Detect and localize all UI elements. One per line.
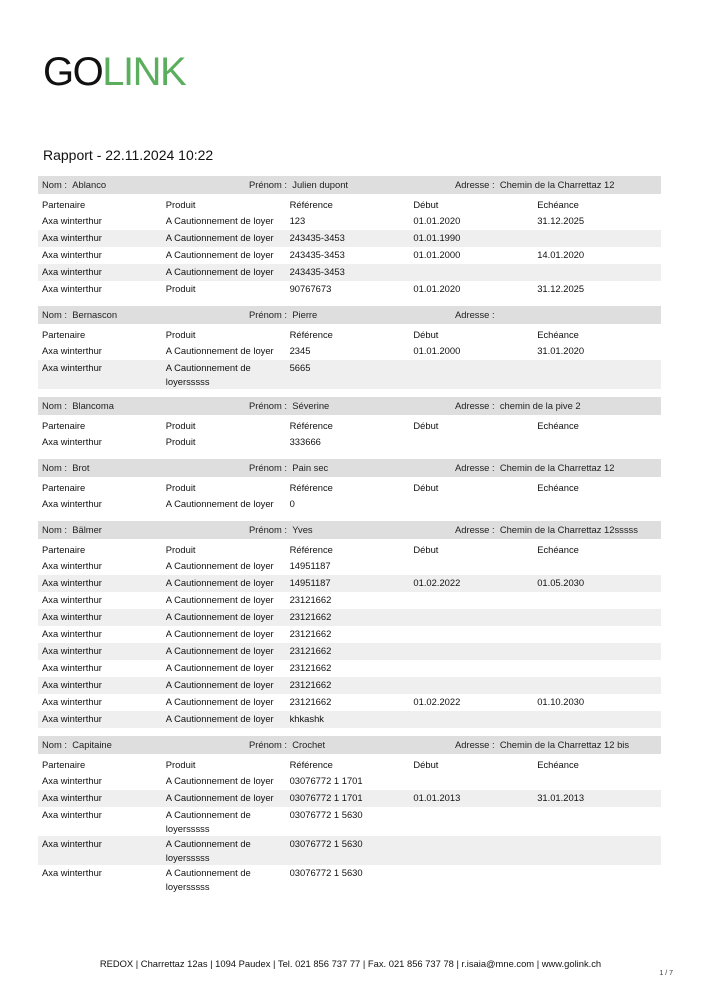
table-row (38, 281, 661, 298)
table-cell: 01.05.2030 (537, 577, 585, 588)
table-cell (533, 837, 661, 865)
column-header: Produit (165, 544, 196, 555)
table-cell: A Cautionnement de loyer (165, 792, 274, 803)
table-cell: Axa winterthur (42, 611, 102, 622)
table-cell: A Cautionnement de loyer (165, 594, 274, 605)
table-cell: Axa winterthur (42, 662, 102, 673)
client-prenom-value: Pierre (292, 309, 318, 320)
table-cell: Axa winterthur (42, 775, 102, 786)
column-header: Echéance (537, 759, 579, 770)
client-adresse-value: Chemin de la Charrettaz 12 bis (499, 739, 630, 750)
table-cell: Axa winterthur (42, 215, 102, 226)
client-nom (42, 736, 112, 754)
table-cell: A Cautionnement de loyer (165, 345, 274, 356)
client-adresse (455, 521, 638, 539)
table-cell: 14.01.2020 (537, 249, 585, 260)
column-header: Partenaire (42, 759, 86, 770)
table-cell: Produit (165, 283, 196, 294)
table-row (38, 213, 661, 230)
table-row (38, 264, 661, 281)
table-cell: 243435-3453 (289, 266, 345, 277)
table-cell: Axa winterthur (42, 792, 102, 803)
column-headers (38, 756, 661, 773)
table-cell (409, 559, 533, 575)
table-cell (409, 661, 533, 677)
table-cell: A Cautionnement de loyersssss (165, 867, 251, 892)
table-cell: 243435-3453 (289, 232, 345, 243)
table-cell: A Cautionnement de loyersssss (165, 809, 251, 834)
table-row (38, 592, 661, 609)
client-adresse (455, 736, 629, 754)
client-nom-value: Blancoma (72, 400, 114, 411)
client-prenom-value: Julien dupont (292, 179, 349, 190)
client-prenom-label: Prénom : (249, 179, 288, 190)
column-header: Référence (289, 482, 333, 493)
table-cell: 01.02.2022 (413, 577, 461, 588)
table-cell (533, 866, 661, 894)
client-prenom-label: Prénom : (249, 739, 288, 750)
report-title: Rapport - 22.11.2024 10:22 (43, 147, 214, 163)
table-row (38, 434, 661, 451)
table-cell: 01.01.1990 (413, 232, 461, 243)
client-prenom-label: Prénom : (249, 462, 288, 473)
column-headers (38, 479, 661, 496)
column-header: Partenaire (42, 199, 86, 210)
client-nom-value: Bälmer (72, 524, 102, 535)
column-headers (38, 326, 661, 343)
column-header: Echéance (537, 544, 579, 555)
client-adresse (455, 306, 500, 324)
table-cell: Axa winterthur (42, 249, 102, 260)
client-nom-label: Nom : (42, 739, 68, 750)
column-header: Début (413, 420, 439, 431)
client-prenom (249, 176, 348, 194)
table-row (38, 575, 661, 592)
client-header (38, 459, 661, 477)
table-cell (409, 644, 533, 660)
client-prenom (249, 306, 317, 324)
table-cell: 31.01.2013 (537, 792, 585, 803)
table-cell (409, 627, 533, 643)
client-nom-label: Nom : (42, 179, 68, 190)
table-cell: 5665 (289, 362, 311, 373)
table-row (38, 790, 661, 807)
table-cell: Axa winterthur (42, 867, 102, 878)
client-prenom (249, 459, 328, 477)
column-header: Référence (289, 759, 333, 770)
column-header: Référence (289, 329, 333, 340)
client-adresse-label: Adresse : (455, 524, 495, 535)
client-nom (42, 176, 106, 194)
table-row (38, 773, 661, 790)
table-cell: 01.01.2020 (413, 215, 461, 226)
page-footer: REDOX | Charrettaz 12as | 1094 Paudex | Tel. 021 856 737 77 | Fax. 021 856 737 78 | r.isaia@mne.com | www.golink.ch (99, 958, 602, 969)
client-nom-label: Nom : (42, 524, 68, 535)
table-row (38, 807, 661, 836)
table-cell: 03076772 1 5630 (289, 838, 363, 849)
table-cell (533, 265, 661, 281)
table-cell: A Cautionnement de loyersssss (165, 838, 251, 863)
column-header: Echéance (537, 199, 579, 210)
column-headers (38, 417, 661, 434)
table-cell: 14951187 (289, 560, 331, 571)
table-row (38, 836, 661, 865)
table-cell: 03076772 1 1701 (289, 775, 363, 786)
table-row (38, 677, 661, 694)
client-adresse-value: Chemin de la Charrettaz 12 (499, 462, 615, 473)
table-row (38, 558, 661, 575)
table-cell: 333666 (289, 436, 321, 447)
table-cell: 01.01.2013 (413, 792, 461, 803)
table-cell: A Cautionnement de loyer (165, 662, 274, 673)
table-cell: 243435-3453 (289, 249, 345, 260)
column-header: Echéance (537, 482, 579, 493)
table-cell: A Cautionnement de loyer (165, 266, 274, 277)
table-cell: A Cautionnement de loyer (165, 628, 274, 639)
table-cell: Axa winterthur (42, 266, 102, 277)
table-cell: A Cautionnement de loyer (165, 249, 274, 260)
table-cell: Axa winterthur (42, 713, 102, 724)
table-cell: Axa winterthur (42, 345, 102, 356)
table-row (38, 643, 661, 660)
client-header (38, 736, 661, 754)
table-cell: Axa winterthur (42, 628, 102, 639)
table-row (38, 609, 661, 626)
table-cell (533, 559, 661, 575)
table-row (38, 230, 661, 247)
table-cell: 03076772 1 5630 (289, 809, 363, 820)
client-section (38, 736, 661, 894)
client-nom (42, 521, 102, 539)
table-cell: 23121662 (289, 645, 332, 656)
column-header: Produit (165, 199, 196, 210)
client-nom-label: Nom : (42, 400, 68, 411)
table-cell (533, 644, 661, 660)
table-cell (533, 808, 661, 836)
client-nom-value: Bernascon (72, 309, 118, 320)
table-cell: A Cautionnement de loyer (165, 775, 274, 786)
client-prenom-value: Séverine (292, 400, 330, 411)
client-prenom-label: Prénom : (249, 524, 288, 535)
client-prenom-label: Prénom : (249, 400, 288, 411)
table-cell: A Cautionnement de loyer (165, 679, 274, 690)
client-adresse (455, 397, 581, 415)
table-cell (409, 435, 533, 451)
column-header: Partenaire (42, 544, 86, 555)
client-prenom-value: Yves (292, 524, 313, 535)
table-cell: Axa winterthur (42, 436, 102, 447)
table-cell: 123 (289, 215, 306, 226)
client-nom (42, 459, 89, 477)
table-row (38, 343, 661, 360)
client-adresse-label: Adresse : (455, 739, 495, 750)
client-section (38, 521, 661, 728)
table-cell: khkashk (289, 713, 324, 724)
table-cell (533, 593, 661, 609)
table-cell: A Cautionnement de loyer (165, 577, 274, 588)
client-section (38, 459, 661, 513)
table-cell: 90767673 (289, 283, 332, 294)
table-cell: A Cautionnement de loyer (165, 215, 274, 226)
column-header: Echéance (537, 329, 579, 340)
column-header: Partenaire (42, 329, 86, 340)
table-cell (533, 774, 661, 790)
client-nom (42, 306, 117, 324)
table-cell: Axa winterthur (42, 645, 102, 656)
table-cell (409, 265, 533, 281)
client-adresse-value: Chemin de la Charrettaz 12sssss (499, 524, 638, 535)
client-adresse (455, 459, 614, 477)
table-cell (533, 712, 661, 728)
client-adresse-label: Adresse : (455, 400, 495, 411)
table-row (38, 626, 661, 643)
client-prenom-value: Crochet (292, 739, 326, 750)
client-prenom-value: Pain sec (292, 462, 329, 473)
table-cell: A Cautionnement de loyer (165, 696, 274, 707)
client-nom-label: Nom : (42, 309, 68, 320)
column-header: Partenaire (42, 420, 86, 431)
client-header (38, 397, 661, 415)
client-header (38, 306, 661, 324)
client-section (38, 176, 661, 298)
table-cell: 31.12.2025 (537, 283, 585, 294)
client-report (38, 176, 661, 902)
column-header: Référence (289, 199, 333, 210)
table-row (38, 247, 661, 264)
table-cell: Axa winterthur (42, 498, 102, 509)
table-cell: 03076772 1 5630 (289, 867, 363, 878)
table-cell (533, 678, 661, 694)
table-cell: Axa winterthur (42, 560, 102, 571)
table-cell: 23121662 (289, 662, 332, 673)
column-header: Début (413, 482, 439, 493)
table-cell: Axa winterthur (42, 696, 102, 707)
table-cell (409, 361, 533, 389)
column-header: Début (413, 544, 439, 555)
golink-logo: GOLINK (43, 50, 186, 94)
table-cell: 23121662 (289, 696, 332, 707)
table-cell (533, 435, 661, 451)
table-cell: 31.01.2020 (537, 345, 585, 356)
table-cell: Axa winterthur (42, 838, 102, 849)
column-header: Produit (165, 329, 196, 340)
table-cell: 01.01.2020 (413, 283, 461, 294)
table-cell: A Cautionnement de loyer (165, 498, 274, 509)
client-header (38, 176, 661, 194)
table-cell (533, 231, 661, 247)
page-number: 1 / 7 (659, 970, 673, 977)
table-cell (409, 837, 533, 865)
table-cell: Axa winterthur (42, 809, 102, 820)
client-section (38, 397, 661, 451)
table-cell: A Cautionnement de loyer (165, 560, 274, 571)
table-cell: Axa winterthur (42, 362, 102, 373)
client-nom-value: Ablanco (72, 179, 107, 190)
table-cell: Axa winterthur (42, 679, 102, 690)
client-nom-value: Capitaine (72, 739, 112, 750)
client-nom (42, 397, 114, 415)
table-cell: 01.01.2000 (413, 249, 461, 260)
client-adresse-label: Adresse : (455, 179, 495, 190)
table-cell: 01.02.2022 (413, 696, 461, 707)
table-cell: Axa winterthur (42, 594, 102, 605)
table-row (38, 360, 661, 389)
client-prenom (249, 521, 313, 539)
table-cell: 23121662 (289, 611, 332, 622)
table-row (38, 660, 661, 677)
client-section (38, 306, 661, 389)
column-header: Echéance (537, 420, 579, 431)
column-header: Début (413, 329, 439, 340)
table-row (38, 496, 661, 513)
column-header: Début (413, 759, 439, 770)
table-cell (409, 610, 533, 626)
table-cell: Axa winterthur (42, 283, 102, 294)
client-nom-value: Brot (72, 462, 90, 473)
table-cell (409, 678, 533, 694)
table-cell: A Cautionnement de loyersssss (165, 362, 251, 387)
table-cell: A Cautionnement de loyer (165, 232, 274, 243)
table-cell (533, 661, 661, 677)
client-adresse-label: Adresse : (455, 309, 495, 320)
table-cell: 23121662 (289, 594, 332, 605)
table-cell (409, 774, 533, 790)
table-row (38, 711, 661, 728)
client-adresse-value: Chemin de la Charrettaz 12 (499, 179, 615, 190)
client-prenom-label: Prénom : (249, 309, 288, 320)
table-cell (533, 610, 661, 626)
client-adresse-value: chemin de la pive 2 (499, 400, 581, 411)
table-cell (533, 361, 661, 389)
column-headers (38, 541, 661, 558)
column-header: Début (413, 199, 439, 210)
client-header (38, 521, 661, 539)
column-header: Référence (289, 420, 333, 431)
table-cell: Axa winterthur (42, 232, 102, 243)
table-row (38, 865, 661, 894)
table-cell: 2345 (289, 345, 311, 356)
table-cell (409, 712, 533, 728)
column-header: Partenaire (42, 482, 86, 493)
column-headers (38, 196, 661, 213)
table-cell: Produit (165, 436, 196, 447)
table-cell (409, 808, 533, 836)
table-cell: A Cautionnement de loyer (165, 645, 274, 656)
table-cell: 23121662 (289, 679, 332, 690)
table-cell: A Cautionnement de loyer (165, 611, 274, 622)
table-cell: 31.12.2025 (537, 215, 585, 226)
column-header: Produit (165, 420, 196, 431)
table-cell (533, 497, 661, 513)
table-cell: 14951187 (289, 577, 331, 588)
table-cell: Axa winterthur (42, 577, 102, 588)
table-cell (533, 627, 661, 643)
table-cell: 01.01.2000 (413, 345, 461, 356)
column-header: Référence (289, 544, 333, 555)
column-header: Produit (165, 482, 196, 493)
table-cell: 23121662 (289, 628, 332, 639)
table-cell: 03076772 1 1701 (289, 792, 363, 803)
table-cell (409, 497, 533, 513)
table-cell (409, 593, 533, 609)
client-prenom (249, 736, 325, 754)
client-adresse (455, 176, 614, 194)
client-nom-label: Nom : (42, 462, 68, 473)
table-cell (409, 866, 533, 894)
client-prenom (249, 397, 329, 415)
table-cell: A Cautionnement de loyer (165, 713, 274, 724)
table-row (38, 694, 661, 711)
client-adresse-label: Adresse : (455, 462, 495, 473)
table-cell: 0 (289, 498, 295, 509)
table-cell: 01.10.2030 (537, 696, 585, 707)
column-header: Produit (165, 759, 196, 770)
